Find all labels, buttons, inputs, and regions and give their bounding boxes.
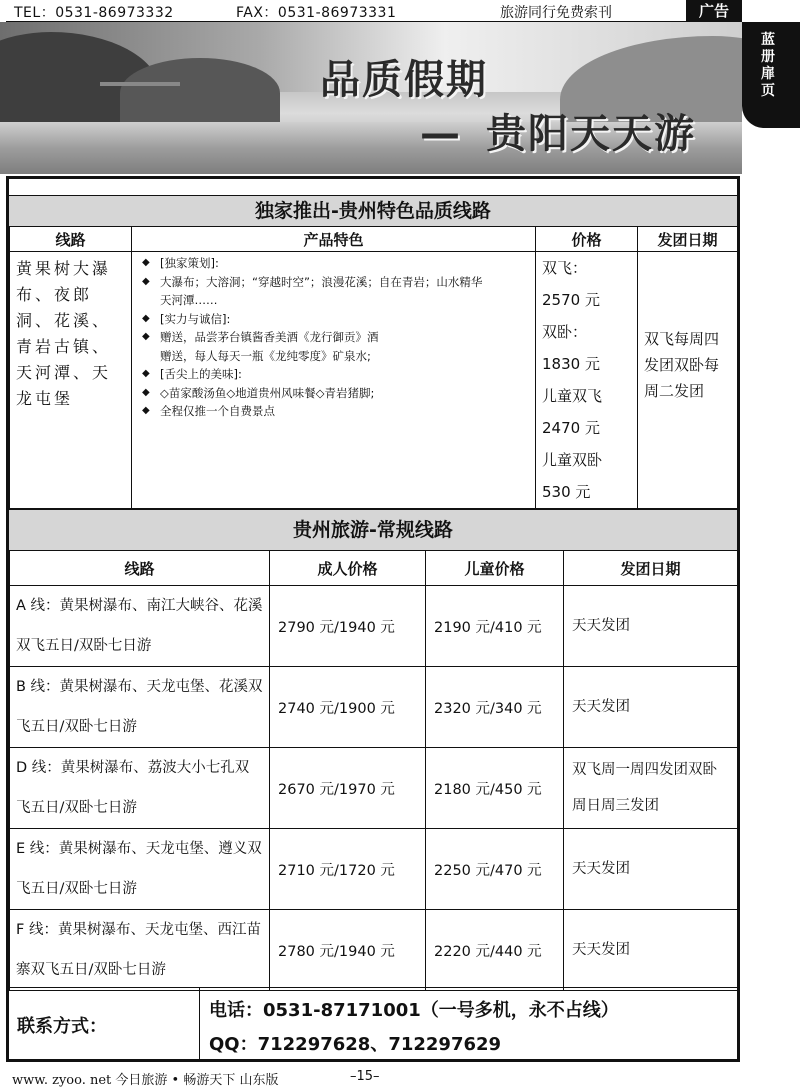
section1-prices [536, 252, 638, 509]
date-cell: 天天发团 [564, 829, 738, 910]
banner-title-line2 [420, 102, 696, 159]
route-cell: E 线：黄果树瀑布、天龙屯堡、遵义双飞五日/双卧七日游 [10, 829, 270, 910]
header-tel: TEL：0531-86973332 [14, 5, 174, 21]
banner-photo [0, 22, 742, 174]
adult-price-cell: 2710 元/1720 元 [270, 829, 426, 910]
col-header-child-price: 儿童价格 [426, 551, 564, 586]
contact-block [9, 987, 737, 1060]
table-row [10, 667, 738, 748]
section1-route: 黄果树大瀑布、夜郎洞、花溪、青岩古镇、天河潭、天龙屯堡 [10, 252, 132, 509]
section1-row [10, 252, 738, 509]
page-number: –15– [350, 1069, 380, 1084]
contact-label: 联系方式： [17, 1016, 107, 1037]
section2-table [9, 550, 738, 991]
child-price-cell: 2220 元/440 元 [426, 910, 564, 991]
feature-item: ◆ 全程仅推一个自费景点 [142, 402, 531, 421]
col-header-features: 产品特色 [132, 227, 536, 252]
section1-features [132, 252, 536, 509]
price-line: 2470 元 [542, 419, 600, 437]
banner-hill [120, 58, 280, 128]
date-cell: 天天发团 [564, 910, 738, 991]
feature-item: 天河潭…… [160, 293, 218, 307]
table-row [10, 910, 738, 991]
child-price-cell: 2180 元/450 元 [426, 748, 564, 829]
feature-item: ◆ 大瀑布；大溶洞；“穿越时空”；浪漫花溪；自在青岩；山水精华 [142, 273, 531, 292]
adult-price-cell: 2790 元/1940 元 [270, 586, 426, 667]
banner-title-line1: 品质假期 [320, 57, 488, 103]
route-cell: A 线：黄果树瀑布、南江大峡谷、花溪双飞五日/双卧七日游 [10, 586, 270, 667]
section1-title: 独家推出-贵州特色品质线路 [9, 195, 737, 227]
side-tab [742, 22, 800, 128]
col-header-route: 线路 [10, 227, 132, 252]
ad-label: 广告 [686, 0, 742, 22]
table-row [10, 748, 738, 829]
banner-title-dash: — [420, 111, 462, 157]
contact-divider [199, 988, 200, 1060]
page-header [0, 0, 800, 24]
feature-item: 赠送，每人每天一瓶《龙纯零度》矿泉水; [160, 348, 371, 363]
col-header-price: 价格 [536, 227, 638, 252]
section2-header-row [10, 551, 738, 586]
side-tab-label: 蓝册扉页 [761, 32, 775, 99]
col-header-date: 发团日期 [564, 551, 738, 586]
section1-date: 双飞每周四发团双卧每周二发团 [638, 252, 738, 509]
table-row [10, 586, 738, 667]
route-cell: D 线：黄果树瀑布、荔波大小七孔双飞五日/双卧七日游 [10, 748, 270, 829]
col-header-date: 发团日期 [638, 227, 738, 252]
section1-table [9, 226, 738, 509]
price-line: 2570 元 [542, 291, 600, 309]
date-cell: 双飞周一周四发团双卧周日周三发团 [564, 748, 738, 829]
feature-item: ◆ ◇苗家酸汤鱼◇地道贵州风味餐◇青岩猪脚; [142, 384, 531, 403]
date-cell: 天天发团 [564, 667, 738, 748]
adult-price-cell: 2780 元/1940 元 [270, 910, 426, 991]
price-line: 1830 元 [542, 355, 600, 373]
footer-website: www. zyoo. net 今日旅游 • 畅游天下 山东版 [12, 1073, 279, 1088]
feature-item: ◆ [舌尖上的美味]: [142, 365, 531, 384]
banner-title-text: 贵阳天天游 [486, 111, 696, 157]
child-price-cell: 2250 元/470 元 [426, 829, 564, 910]
contact-qq: QQ：712297628、712297629 [209, 1034, 502, 1055]
route-cell: B 线：黄果树瀑布、天龙屯堡、花溪双飞五日/双卧七日游 [10, 667, 270, 748]
contact-phone: 电话：0531-87171001（一号多机，永不占线） [209, 1000, 619, 1021]
feature-item: ◆ [独家策划]: [142, 254, 531, 273]
section1-header-row [10, 227, 738, 252]
feature-item: ◆ 赠送，品尝茅台镇酱香美酒《龙行御贡》酒 [142, 328, 531, 347]
adult-price-cell: 2740 元/1900 元 [270, 667, 426, 748]
feature-item: ◆ [实力与诚信]: [142, 310, 531, 329]
price-line: 双卧： [542, 323, 588, 341]
adult-price-cell: 2670 元/1970 元 [270, 748, 426, 829]
content-frame [6, 176, 740, 1062]
banner-bridge [100, 82, 180, 86]
header-fax: FAX：0531-86973331 [236, 5, 397, 21]
header-title: 旅游同行免费索刊 [500, 5, 612, 21]
route-cell: F 线：黄果树瀑布、天龙屯堡、西江苗寨双飞五日/双卧七日游 [10, 910, 270, 991]
col-header-adult-price: 成人价格 [270, 551, 426, 586]
price-line: 儿童双飞 [542, 387, 603, 405]
price-line: 530 元 [542, 483, 591, 501]
child-price-cell: 2190 元/410 元 [426, 586, 564, 667]
price-line: 双飞： [542, 259, 588, 277]
date-cell: 天天发团 [564, 586, 738, 667]
child-price-cell: 2320 元/340 元 [426, 667, 564, 748]
page-footer [0, 1066, 800, 1086]
section2-title: 贵州旅游-常规线路 [9, 509, 737, 551]
price-line: 儿童双卧 [542, 451, 603, 469]
table-row [10, 829, 738, 910]
col-header-route: 线路 [10, 551, 270, 586]
